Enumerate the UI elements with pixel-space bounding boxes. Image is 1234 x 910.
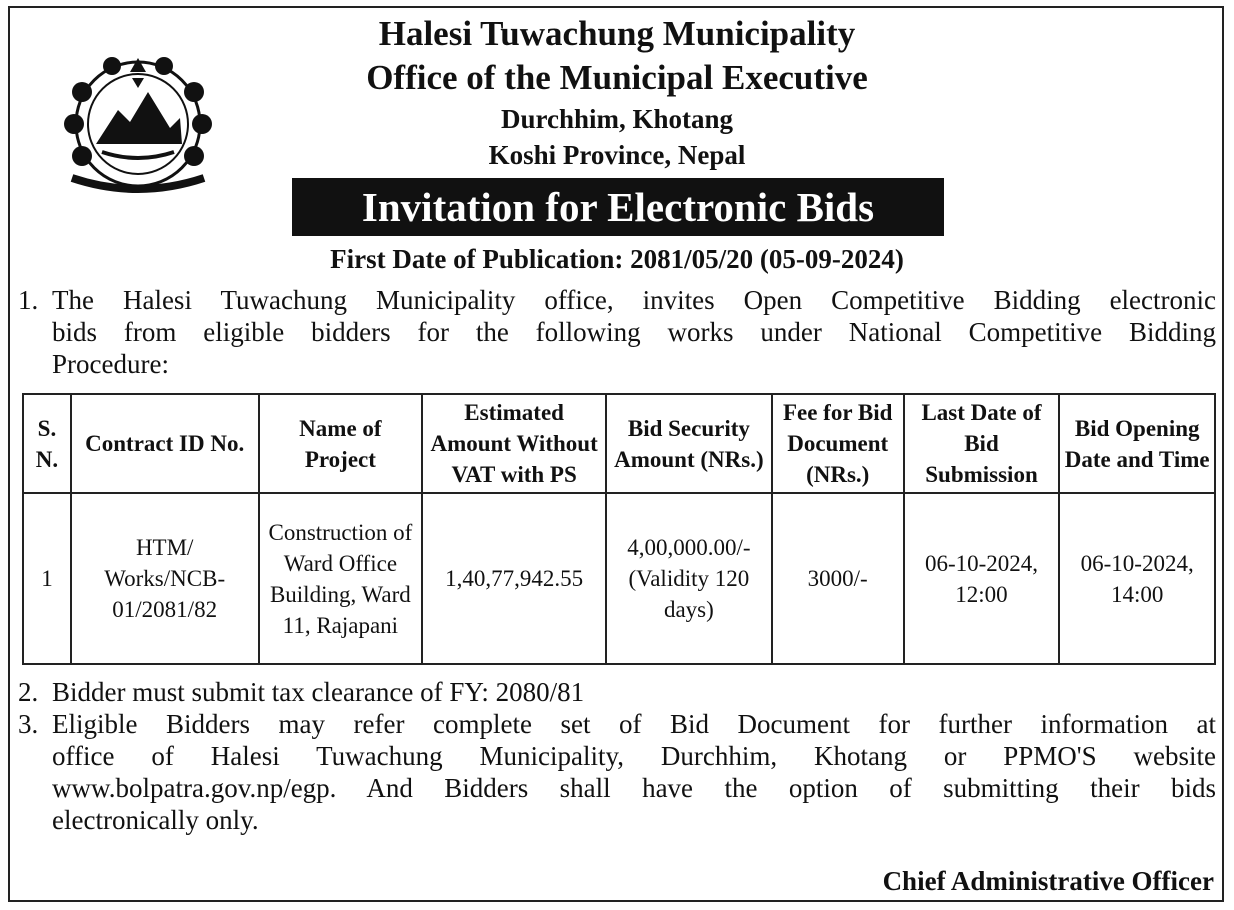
paragraph-2	[18, 676, 1216, 708]
notice-title: Invitation for Electronic Bids	[292, 178, 944, 236]
column-header-opening: Bid Opening Date and Time	[1059, 394, 1215, 493]
cell-project: Construction of Ward Office Building, Ward 11, Rajapani	[259, 493, 423, 664]
paragraph-line: www.bolpatra.gov.np/egp. And Bidders shall have the option of submitting their bids	[52, 773, 1216, 803]
table-row	[23, 493, 1215, 664]
cell-security: 4,00,000.00/- (Validity 120 days)	[606, 493, 772, 664]
paragraph-3	[18, 708, 1216, 836]
column-header-fee: Fee for Bid Document (NRs.)	[772, 394, 904, 493]
column-header-project: Name of Project	[259, 394, 423, 493]
column-header-last-date: Last Date of Bid Submission	[904, 394, 1060, 493]
paragraph-1	[18, 284, 1216, 380]
office-province: Koshi Province, Nepal	[488, 140, 746, 170]
column-header-security: Bid Security Amount (NRs.)	[606, 394, 772, 493]
paragraph-line: Eligible Bidders may refer complete set of Bid Document for further information at	[52, 709, 1216, 739]
paragraph-line: bids from eligible bidders for the following works under National Competitive Bidding	[52, 317, 1216, 347]
paragraph-number: 1.	[18, 285, 39, 315]
column-header-contract-id: Contract ID No.	[71, 394, 259, 493]
paragraph-line: Procedure:	[52, 349, 169, 379]
cell-contract-id: HTM/ Works/NCB- 01/2081/82	[71, 493, 259, 664]
paragraph-line: electronically only.	[52, 805, 259, 835]
publication-date: First Date of Publication: 2081/05/20 (05-09-2024)	[330, 244, 904, 274]
cell-last-date: 06-10-2024, 12:00	[904, 493, 1060, 664]
cell-opening: 06-10-2024, 14:00	[1059, 493, 1215, 664]
signatory-title: Chief Administrative Officer	[882, 866, 1214, 896]
column-header-sn: S. N.	[23, 394, 71, 493]
cell-estimate: 1,40,77,942.55	[422, 493, 606, 664]
paragraph-number: 2.	[18, 677, 39, 707]
cell-sn: 1	[23, 493, 71, 664]
paragraph-line: Bidder must submit tax clearance of FY: 2080/81	[52, 677, 585, 707]
paragraph-number: 3.	[18, 709, 39, 739]
table-header-row	[23, 394, 1215, 493]
cell-fee: 3000/-	[772, 493, 904, 664]
municipality-name: Halesi Tuwachung Municipality	[378, 14, 856, 53]
paragraph-line: office of Halesi Tuwachung Municipality, Durchhim, Khotang or PPMO'S website	[52, 741, 1216, 771]
column-header-estimate: Estimated Amount Without VAT with PS	[422, 394, 606, 493]
office-name: Office of the Municipal Executive	[366, 58, 868, 97]
office-location: Durchhim, Khotang	[500, 104, 734, 134]
bid-table	[22, 393, 1216, 665]
paragraph-line: The Halesi Tuwachung Municipality office, invites Open Competitive Bidding electronic	[52, 285, 1216, 315]
